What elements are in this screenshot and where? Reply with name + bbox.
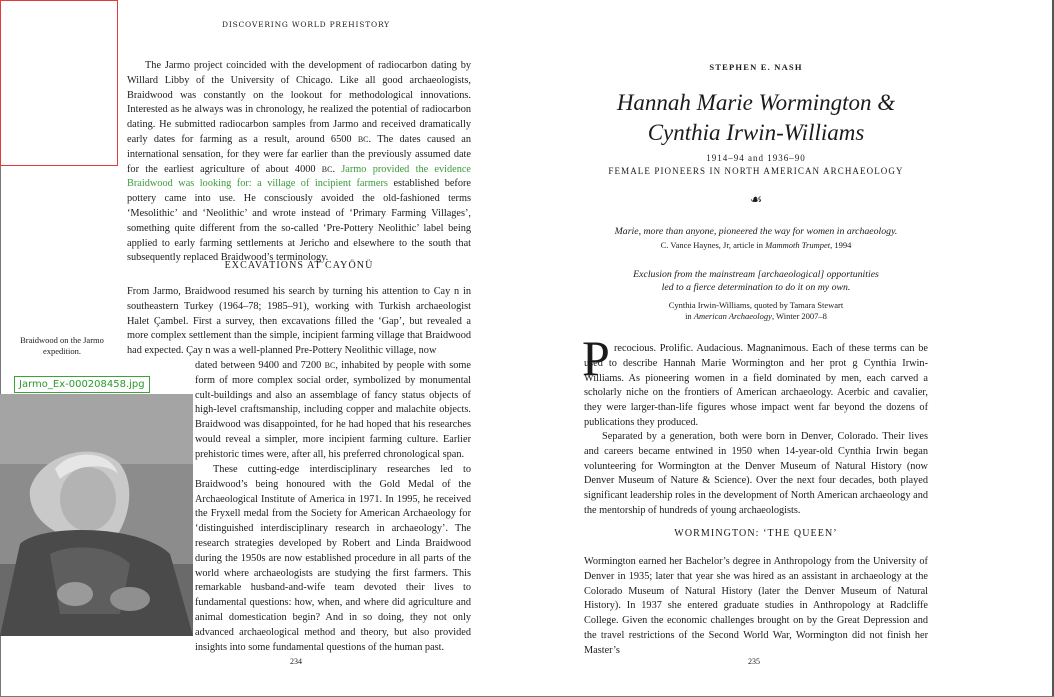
right-paragraph-3: Wormington earned her Bachelor’s degree in Anthropology from the University of Denver in 1935; later that year she was hired as an assistant in archaeology at the Colorado Museum of Natural History (later the Denver Museum of Natural History). In 1937 she entered graduate studies in Anthropology at Radcliffe College. Given the economic challenges brought on by the Great Depression and the travel restrictions of the Second World War, Wormington did not finish her Master’s <box>584 556 928 656</box>
left-paragraph-2-bottom <box>195 359 471 463</box>
para1-part-a: The Jarmo project coincided with the development of radiocarbon dating by Willard Libby of the University of Chicago. Like all good archaeologists, Braidwood was constantly on the lookout for methodological innovations. Interested as he always was in chronology, he realized the potential of radiocarbon dating. He submitted radiocarbon samples from Jarmo and received dramatically early dates for farming as a result, around 6500 <box>127 60 471 145</box>
epigraph-2-line-2: led to a fierce determination to do it on my own. <box>661 282 851 293</box>
para1-part-c: . <box>332 163 336 175</box>
right-paragraph-1-text: recocious. Prolific. Audacious. Magnanimous. Each of these terms can be used to describe Hannah Marie Wormington and her prot g Cynthia Irwin-Williams. As pioneering women in a field dominated by men, each carved a scholarly niche on the frontiers of American archaeology. Acerbic and cavalier, they were larger-than-life figures whose impact went far beyond the dozens of publications they produced. <box>584 343 928 428</box>
para2-part-a: dated between 9400 and 7200 <box>195 360 322 371</box>
left-paragraph-1 <box>127 59 471 266</box>
bc-label: BC <box>321 164 333 174</box>
left-paragraph-3: These cutting-edge interdisciplinary researches led to Braidwood’s being honoured with the Gold Medal of the Archaeological Institute of America in 1971. In 1995, he received the Fryxell medal from the Society for American Archaeology for ‘distinguished interdisciplinary research in archaeology’. The research strategies developed by Robert and Linda Braidwood during the 1950s are now established procedure in all parts of the world where archaeologists are studying the first farmers. This remarkable husband-and-wife team devoted their lives to fundamental questions: how, when, and where did agriculture and animal domestication begin? And in so doing, they not only advanced archaeological method and theory, but also provided insights into some fundamental questions of the human past. <box>195 464 471 653</box>
section-heading-wormington: WORMINGTON: ‘THE QUEEN’ <box>674 528 838 539</box>
right-paragraph-2: Separated by a generation, both were born in Denver, Colorado. Their lives and careers became entwined in 1950 when 14-year-old Cynthia Irwin began volunteering for Wormington at the Denver Museum of Natural History (now Denver Museum of Nature & Science). Over the next four decades, both played significant leadership roles in the development of North American archaeology and the mentorship of hundreds of young archaeologists. <box>584 431 928 516</box>
section-heading-cayonu: EXCAVATIONS AT CAYÖNÜ <box>224 260 374 271</box>
braidwood-photo[interactable] <box>0 394 193 636</box>
chapter-title-line-1: Hannah Marie Wormington & <box>616 90 896 115</box>
para1-part-d: established before pottery came into use. He consciously avoided the old-fashioned terms ‘Mesolithic’ and ‘Neolithic’ and wrote instead of ‘Primary Farming Villages’, something quite different from the so-called ‘Pre-Pottery Neolithic’ label being applied to early farming settlements at Jericho and elsewhere to the south that subsequently replaced Braidwood’s terminology. <box>127 178 472 264</box>
epigraph-1-source <box>584 240 928 251</box>
drop-cap: P <box>582 330 610 386</box>
epigraph-2-source-line-2 <box>584 311 928 322</box>
epigraph-1: Marie, more than anyone, pioneered the way for women in archaeology. <box>614 226 898 237</box>
highlighted-text[interactable]: Jarmo provided the evidence Braidwood was looking for: a village of incipient farmers <box>127 163 472 190</box>
page-number-left: 234 <box>290 657 302 666</box>
photo-image <box>0 394 193 636</box>
para2-part-b: , inhabited by people with some form of more complex social order, symbolized by monumental cult-buildings and also an assemblage of fancy status objects of high-level craftsmanship, including copper and malachite objects. Braidwood was disappointed, for he had hoped that his researches would reveal a simpler, more incipient farming culture. Earlier prehistoric times were, after all, his preferred chronological span. <box>195 360 471 460</box>
selection-box[interactable] <box>0 0 118 166</box>
left-paragraph-2-top: From Jarmo, Braidwood resumed his search by turning his attention to Cay n in southeastern Turkey (1964–78; 1985–91), working with Turkish archaeologist Halet Çambel. First a survey, then excavations filled the ‘Gap’, but revealed a more complex settlement than the simple, incipient farming village that Braidwood had expected. Çay n was a well-planned Pre-Pottery Neolithic village, now <box>127 286 471 357</box>
epigraph-2-source-line-1: Cynthia Irwin-Williams, quoted by Tamara Stewart <box>668 300 844 310</box>
chapter-title-line-2: Cynthia Irwin-Williams <box>647 120 865 145</box>
epigraph-2 <box>584 268 928 294</box>
epigraph-1-source-a: C. Vance Haynes, Jr, article in <box>660 240 764 250</box>
epigraph-2-source-a: in <box>685 311 692 321</box>
bc-label: BC <box>324 361 336 370</box>
bc-label: BC <box>357 134 369 144</box>
chapter-title <box>584 88 928 148</box>
running-head: DISCOVERING WORLD PREHISTORY <box>222 20 390 29</box>
page-number-right: 235 <box>748 657 760 666</box>
photo-caption: Braidwood on the Jarmo expedition. <box>20 335 104 356</box>
fleuron-icon: ☙ <box>749 192 763 208</box>
epigraph-2-line-1: Exclusion from the mainstream [archaeological] opportunities <box>633 269 879 280</box>
epigraph-1-source-b: , 1994 <box>830 240 852 250</box>
epigraph-1-publication: Mammoth Trumpet <box>765 240 831 250</box>
chapter-author: STEPHEN E. NASH <box>709 62 803 72</box>
epigraph-2-publication: American Archaeology <box>693 311 772 321</box>
para1-part-b: . The dates caused an international sensation, for they were far earlier than the previously assumed date for the earliest agriculture of about 4000 <box>127 133 472 175</box>
chapter-dates: 1914–94 and 1936–90 <box>706 153 806 163</box>
chapter-subtitle: FEMALE PIONEERS IN NORTH AMERICAN ARCHAEOLOGY <box>608 166 904 176</box>
epigraph-2-source-b: , Winter 2007–8 <box>771 311 827 321</box>
right-paragraph-1 <box>584 342 928 431</box>
epigraph-2-source <box>584 300 928 322</box>
image-filename-label[interactable]: Jarmo_Ex-000208458.jpg <box>14 376 150 393</box>
